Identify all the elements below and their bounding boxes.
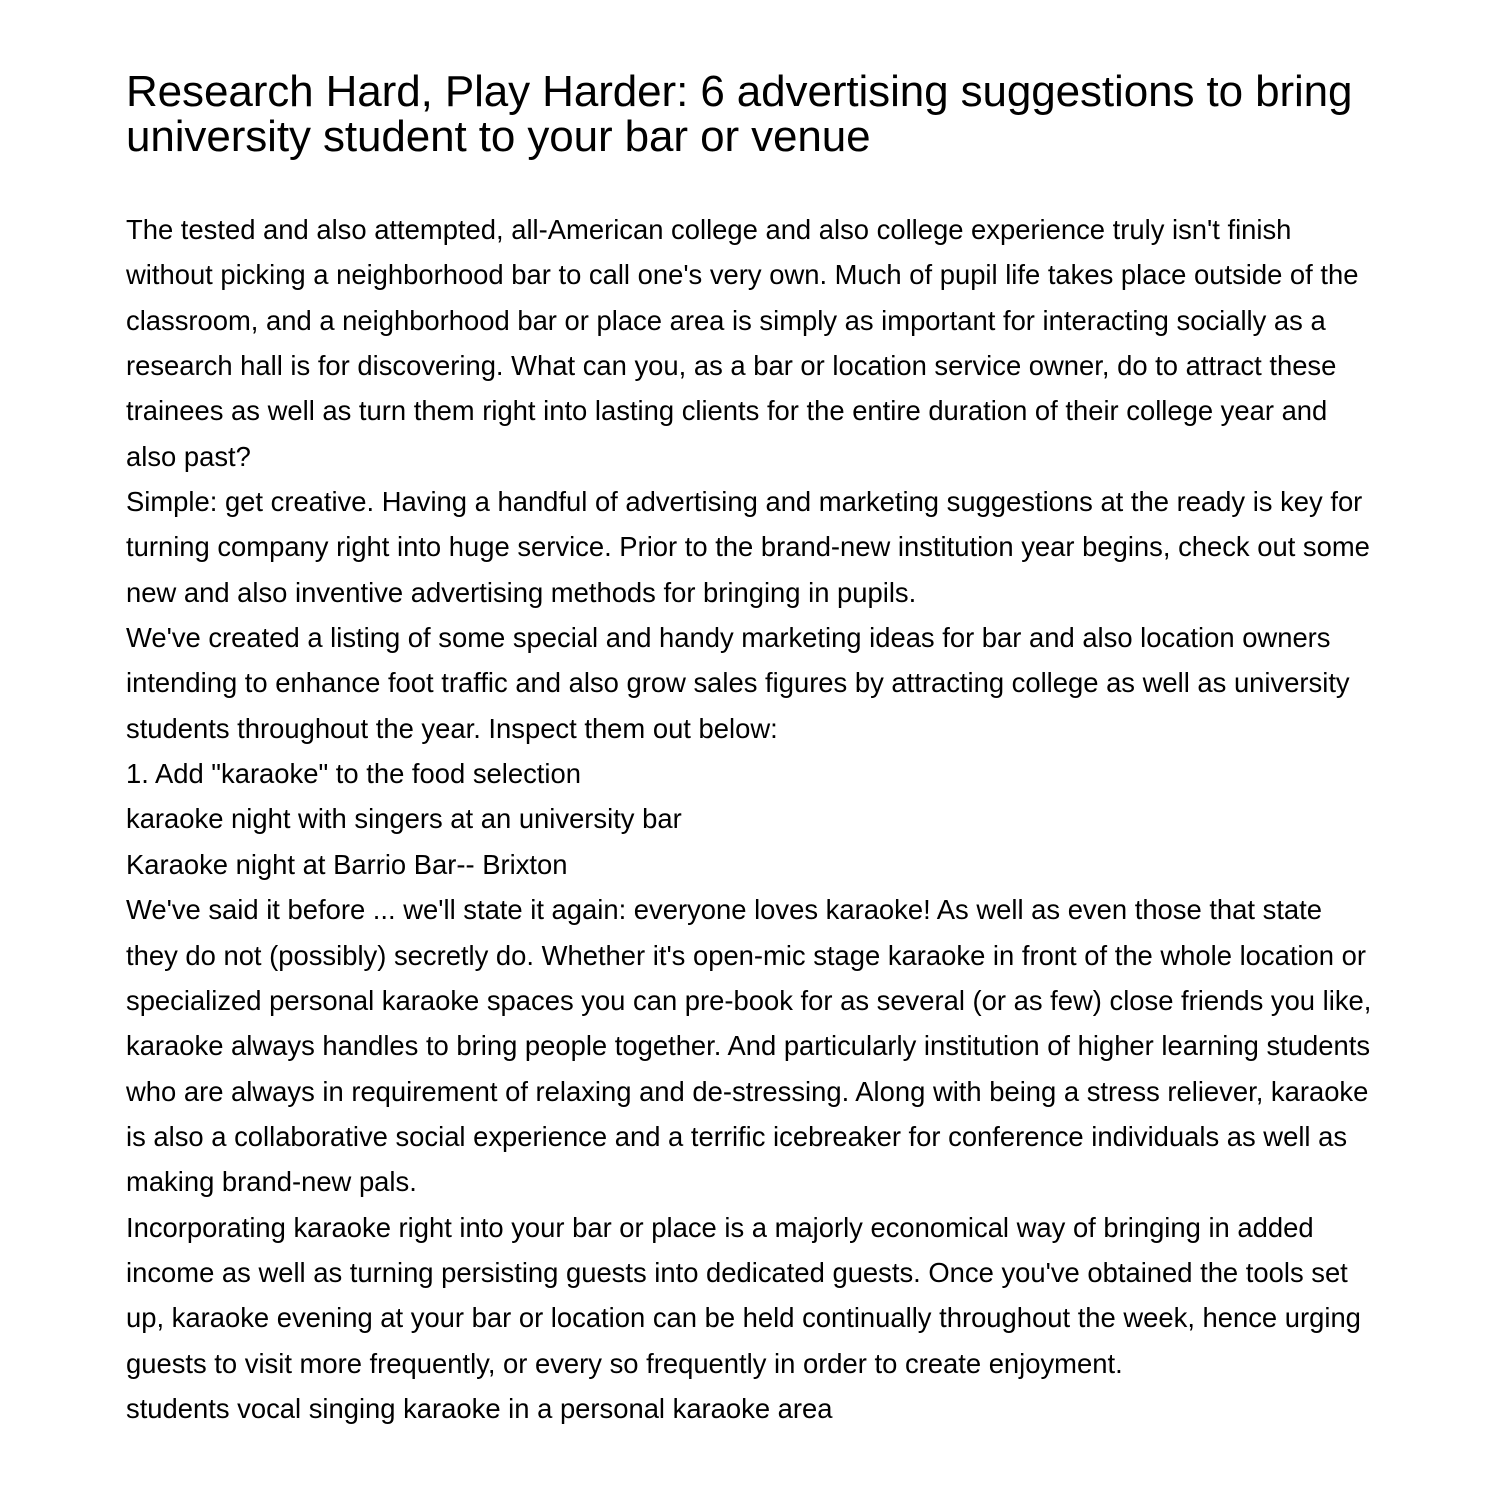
image-caption-students-singing: students vocal singing karaoke in a personal karaoke area xyxy=(126,1392,833,1424)
document-page xyxy=(126,0,1376,1431)
paragraph-intro: The tested and also attempted, all-American college and also college experience truly isn't finish without picking a neighborhood bar to call one's very own. Much of pupil life takes place outside of the classroom, and a neighborhood bar or place area is simply as important for interacting socially as a research hall is for discovering. What can you, as a bar or location service owner, do to attract these trainees as well as turn them right into lasting clients for the entire duration of their college year and also past? xyxy=(126,214,1359,472)
paragraph-listing-intro: We've created a listing of some special and handy marketing ideas for bar and also location owners intending to enhance foot traffic and also grow sales figures by attracting college as well as university students throughout the year. Inspect them out below: xyxy=(126,622,1350,744)
section-heading-karaoke: 1. Add "karaoke" to the food selection xyxy=(126,758,581,790)
paragraph-simple-get-creative: Simple: get creative. Having a handful of advertising and marketing suggestions at the ready is key for turning company right into huge service. Prior to the brand-new institution year begins, check out some new and also inventive advertising methods for bringing in pupils. xyxy=(126,486,1370,608)
image-caption-alt: karaoke night with singers at an university bar xyxy=(126,803,682,835)
image-caption: Karaoke night at Barrio Bar-- Brixton xyxy=(126,848,568,880)
article-body xyxy=(126,207,1376,1431)
paragraph-everyone-loves-karaoke: We've said it before ... we'll state it again: everyone loves karaoke! As well as even those that state they do not (possibly) secretly do. Whether it's open-mic stage karaoke in front of the whole location or specialized personal karaoke spaces you can pre-book for as several (or as few) close friends you like, karaoke always handles to bring people together. And particularly institution of higher learning students who are always in requirement of relaxing and de-stressing. Along with being a stress reliever, karaoke is also a collaborative social experience and a terrific icebreaker for conference individuals as well as making brand-new pals. xyxy=(126,894,1372,1198)
article-title: Research Hard, Play Harder: 6 advertising suggestions to bring university student to your bar or venue xyxy=(126,67,1353,161)
paragraph-incorporating-karaoke: Incorporating karaoke right into your bar or place is a majorly economical way of bringing in added income as well as turning persisting guests into dedicated guests. Once you've obtained the tools set up, karaoke evening at your bar or location can be held continually throughout the week, hence urging guests to visit more frequently, or every so frequently in order to create enjoyment. xyxy=(126,1211,1361,1379)
